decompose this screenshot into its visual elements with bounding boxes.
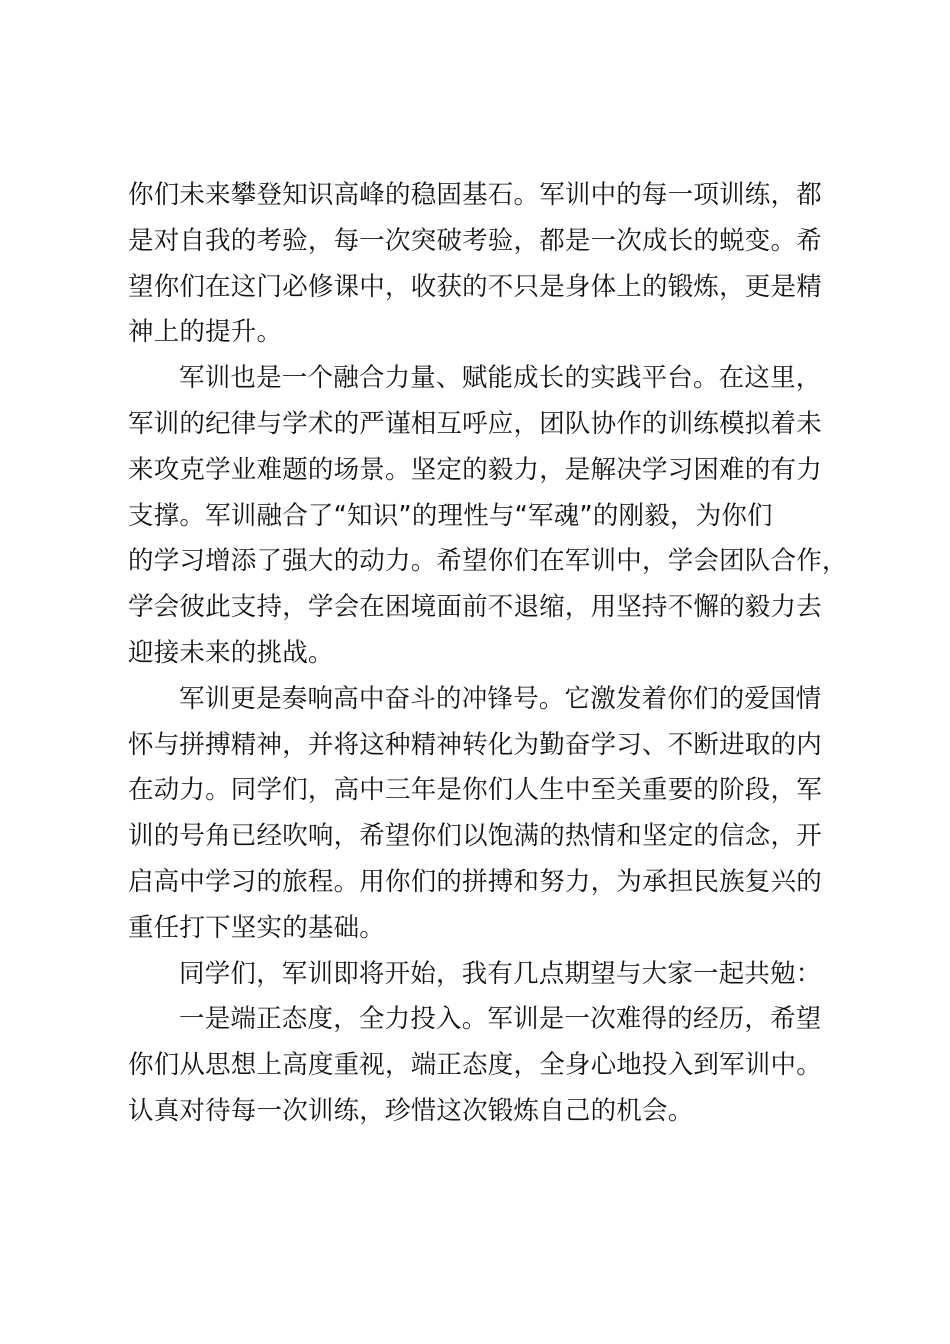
text-line: 迎接未来的挑战。 (128, 637, 334, 668)
text-line: 重任打下坚实的基础。 (128, 912, 386, 943)
text-line: 的学习增添了强大的动力。希望你们在军训中，学会团队合作， (128, 546, 848, 577)
text-line: 军训更是奏响高中奋斗的冲锋号。它激发着你们的爱国情 (179, 683, 822, 714)
text-line: 神上的提升。 (128, 317, 283, 348)
text-line: 是对自我的考验，每一次突破考验，都是一次成长的蜕变。希 (128, 225, 822, 256)
body-text (128, 173, 848, 1135)
text-line: 训的号角已经吹响，希望你们以饱满的热情和坚定的信念，开 (128, 821, 822, 852)
text-line: 望你们在这门必修课中，收获的不只是身体上的锻炼，更是精 (128, 271, 822, 302)
text-line: 怀与拼搏精神，并将这种精神转化为勤奋学习、不断进取的内 (128, 729, 822, 760)
text-line: 来攻克学业难题的场景。坚定的毅力，是解决学习困难的有力 (128, 454, 822, 485)
text-line: 你们未来攀登知识高峰的稳固基石。军训中的每一项训练，都 (128, 180, 822, 210)
text-line: 在动力。同学们，高中三年是你们人生中至关重要的阶段，军 (128, 775, 822, 806)
text-line: 同学们，军训即将开始，我有几点期望与大家一起共勉： (179, 958, 822, 989)
text-line: 一是端正态度，全力投入。军训是一次难得的经历，希望 (179, 1004, 822, 1035)
text-line: 你们从思想上高度重视，端正态度，全身心地投入到军训中。 (128, 1050, 822, 1081)
text-line: 军训也是一个融合力量、赋能成长的实践平台。在这里， (179, 363, 822, 394)
text-line: 支撑。军训融合了“知识”的理性与“军魂”的刚毅，为你们 (128, 500, 773, 531)
text-line: 认真对待每一次训练，珍惜这次锻炼自己的机会。 (128, 1095, 694, 1126)
text-line: 启高中学习的旅程。用你们的拼搏和努力，为承担民族复兴的 (128, 866, 822, 897)
text-line: 学会彼此支持，学会在困境面前不退缩，用坚持不懈的毅力去 (128, 592, 822, 623)
text-line: 军训的纪律与学术的严谨相互呼应，团队协作的训练模拟着未 (128, 408, 822, 439)
